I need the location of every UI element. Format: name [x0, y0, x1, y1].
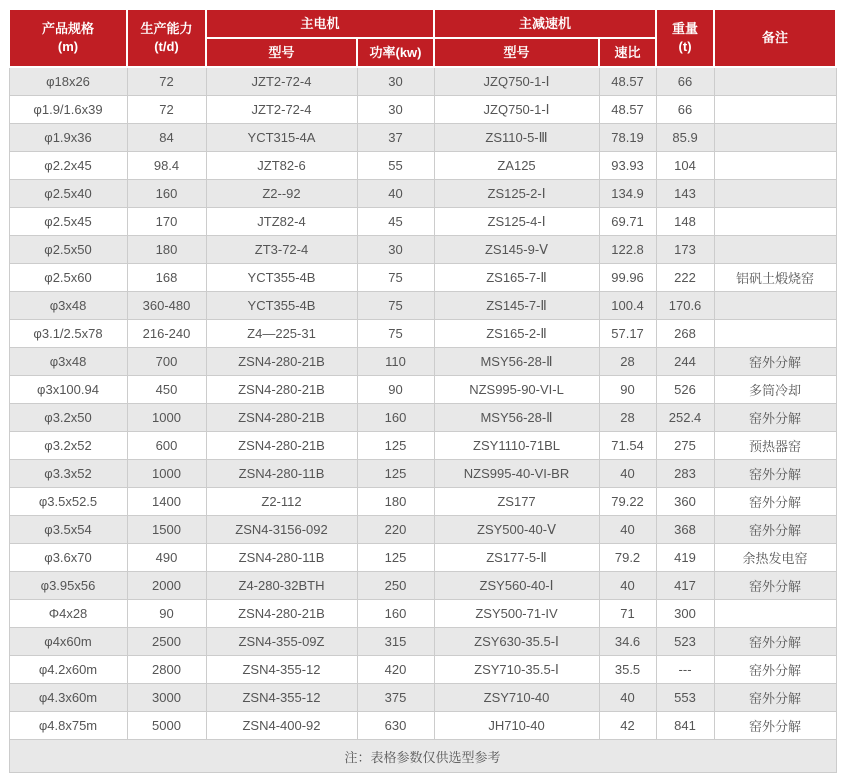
cell-capacity: 160: [127, 180, 206, 208]
cell-spec: φ3.2x52: [9, 432, 127, 460]
cell-reducer_model: ZSY500-40-Ⅴ: [434, 516, 599, 544]
cell-reducer_ratio: 122.8: [599, 236, 656, 264]
cell-weight: 252.4: [656, 404, 714, 432]
cell-remark: [714, 67, 836, 96]
cell-spec: φ4.8x75m: [9, 712, 127, 740]
cell-reducer_ratio: 48.57: [599, 96, 656, 124]
table-note: 注：表格参数仅供选型参考: [9, 740, 836, 773]
col-header-capacity-line2: (t/d): [154, 39, 179, 54]
cell-reducer_model: ZSY500-71-IV: [434, 600, 599, 628]
cell-motor_model: YCT355-4B: [206, 264, 357, 292]
cell-remark: 窑外分解: [714, 348, 836, 376]
cell-reducer_model: ZA125: [434, 152, 599, 180]
cell-reducer_ratio: 28: [599, 348, 656, 376]
cell-capacity: 180: [127, 236, 206, 264]
table-row: [9, 152, 836, 180]
cell-reducer_model: ZSY710-40: [434, 684, 599, 712]
cell-weight: 268: [656, 320, 714, 348]
cell-reducer_ratio: 71: [599, 600, 656, 628]
cell-reducer_model: MSY56-28-Ⅱ: [434, 404, 599, 432]
cell-capacity: 1000: [127, 404, 206, 432]
table-row: [9, 684, 836, 712]
cell-capacity: 490: [127, 544, 206, 572]
col-header-weight: [656, 9, 714, 67]
cell-reducer_model: JZQ750-1-Ⅰ: [434, 67, 599, 96]
cell-spec: φ3x48: [9, 292, 127, 320]
cell-spec: φ2.2x45: [9, 152, 127, 180]
cell-spec: Φ4x28: [9, 600, 127, 628]
col-header-reducer-ratio: 速比: [599, 38, 656, 67]
cell-motor_power: 55: [357, 152, 434, 180]
table-row: [9, 404, 836, 432]
cell-reducer_ratio: 40: [599, 684, 656, 712]
cell-capacity: 1000: [127, 460, 206, 488]
cell-reducer_ratio: 35.5: [599, 656, 656, 684]
col-header-product-spec-line1: 产品规格: [41, 21, 94, 37]
cell-weight: 66: [656, 96, 714, 124]
cell-spec: φ2.5x45: [9, 208, 127, 236]
table-row: [9, 516, 836, 544]
cell-reducer_model: JZQ750-1-Ⅰ: [434, 96, 599, 124]
cell-motor_power: 75: [357, 264, 434, 292]
cell-capacity: 2500: [127, 628, 206, 656]
cell-motor_model: ZSN4-280-21B: [206, 404, 357, 432]
cell-reducer_model: MSY56-28-Ⅱ: [434, 348, 599, 376]
table-row: [9, 96, 836, 124]
cell-reducer_model: ZS110-5-Ⅲ: [434, 124, 599, 152]
cell-capacity: 1500: [127, 516, 206, 544]
cell-reducer_model: ZS125-2-Ⅰ: [434, 180, 599, 208]
cell-remark: [714, 320, 836, 348]
table-row: [9, 208, 836, 236]
cell-remark: 窑外分解: [714, 628, 836, 656]
cell-capacity: 168: [127, 264, 206, 292]
cell-motor_power: 75: [357, 292, 434, 320]
cell-weight: 368: [656, 516, 714, 544]
col-header-remark: 备注: [714, 9, 836, 67]
col-header-product-spec-line2: (m): [57, 39, 79, 54]
table-row: [9, 348, 836, 376]
cell-motor_power: 30: [357, 67, 434, 96]
cell-remark: 窑外分解: [714, 488, 836, 516]
table-row: [9, 572, 836, 600]
cell-spec: φ2.5x50: [9, 236, 127, 264]
cell-reducer_ratio: 42: [599, 712, 656, 740]
col-header-product-spec: [9, 9, 127, 67]
cell-motor_model: JZT82-6: [206, 152, 357, 180]
cell-spec: φ1.9/1.6x39: [9, 96, 127, 124]
cell-weight: 275: [656, 432, 714, 460]
cell-capacity: 3000: [127, 684, 206, 712]
cell-motor_model: Z2-112: [206, 488, 357, 516]
table-row: [9, 544, 836, 572]
cell-capacity: 72: [127, 67, 206, 96]
cell-remark: [714, 152, 836, 180]
cell-motor_power: 75: [357, 320, 434, 348]
cell-reducer_model: ZSY630-35.5-Ⅰ: [434, 628, 599, 656]
cell-weight: 148: [656, 208, 714, 236]
col-header-weight-line2: (t): [678, 39, 692, 54]
cell-reducer_model: ZS145-9-Ⅴ: [434, 236, 599, 264]
cell-reducer_ratio: 40: [599, 460, 656, 488]
cell-weight: ---: [656, 656, 714, 684]
table-row: [9, 432, 836, 460]
cell-remark: 窑外分解: [714, 460, 836, 488]
cell-motor_model: ZSN4-3156-092: [206, 516, 357, 544]
cell-spec: φ3.5x52.5: [9, 488, 127, 516]
col-header-capacity-line1: 生产能力: [140, 21, 193, 37]
cell-motor_model: ZSN4-400-92: [206, 712, 357, 740]
cell-remark: 窑外分解: [714, 712, 836, 740]
cell-motor_power: 90: [357, 376, 434, 404]
cell-spec: φ18x26: [9, 67, 127, 96]
cell-motor_model: JZT2-72-4: [206, 67, 357, 96]
cell-remark: [714, 124, 836, 152]
cell-remark: 窑外分解: [714, 572, 836, 600]
cell-reducer_ratio: 48.57: [599, 67, 656, 96]
cell-motor_power: 40: [357, 180, 434, 208]
cell-motor_model: ZSN4-355-12: [206, 656, 357, 684]
cell-remark: [714, 180, 836, 208]
cell-motor_model: YCT315-4A: [206, 124, 357, 152]
cell-reducer_ratio: 90: [599, 376, 656, 404]
cell-motor_power: 110: [357, 348, 434, 376]
cell-reducer_ratio: 79.2: [599, 544, 656, 572]
cell-weight: 244: [656, 348, 714, 376]
cell-reducer_ratio: 99.96: [599, 264, 656, 292]
col-header-motor-model: 型号: [206, 38, 357, 67]
table-row: [9, 656, 836, 684]
cell-capacity: 84: [127, 124, 206, 152]
cell-motor_model: ZSN4-280-21B: [206, 600, 357, 628]
table-row: [9, 67, 836, 96]
table-row: [9, 124, 836, 152]
cell-spec: φ3.95x56: [9, 572, 127, 600]
cell-reducer_ratio: 79.22: [599, 488, 656, 516]
cell-capacity: 2800: [127, 656, 206, 684]
cell-motor_power: 125: [357, 544, 434, 572]
cell-reducer_model: ZS165-7-Ⅱ: [434, 264, 599, 292]
cell-weight: 841: [656, 712, 714, 740]
cell-motor_model: ZSN4-355-12: [206, 684, 357, 712]
cell-motor_power: 125: [357, 432, 434, 460]
cell-remark: 窑外分解: [714, 684, 836, 712]
cell-spec: φ2.5x60: [9, 264, 127, 292]
cell-weight: 85.9: [656, 124, 714, 152]
table-footer: [9, 740, 836, 773]
cell-remark: 多筒冷却: [714, 376, 836, 404]
table-row: [9, 180, 836, 208]
cell-reducer_ratio: 40: [599, 516, 656, 544]
cell-motor_power: 30: [357, 96, 434, 124]
cell-motor_model: ZSN4-280-11B: [206, 544, 357, 572]
cell-weight: 283: [656, 460, 714, 488]
cell-capacity: 72: [127, 96, 206, 124]
cell-reducer_model: ZS177-5-Ⅱ: [434, 544, 599, 572]
cell-capacity: 600: [127, 432, 206, 460]
cell-remark: [714, 600, 836, 628]
cell-reducer_model: ZS125-4-Ⅰ: [434, 208, 599, 236]
cell-spec: φ3.6x70: [9, 544, 127, 572]
cell-spec: φ3.2x50: [9, 404, 127, 432]
cell-reducer_ratio: 71.54: [599, 432, 656, 460]
table-header: [9, 9, 836, 67]
cell-remark: 窑外分解: [714, 656, 836, 684]
table-row: [9, 628, 836, 656]
col-group-main-motor: 主电机: [206, 9, 434, 38]
cell-motor_power: 125: [357, 460, 434, 488]
cell-weight: 553: [656, 684, 714, 712]
cell-motor_model: ZT3-72-4: [206, 236, 357, 264]
col-header-motor-power: 功率(kw): [357, 38, 434, 67]
cell-weight: 526: [656, 376, 714, 404]
cell-motor_model: ZSN4-280-21B: [206, 348, 357, 376]
cell-weight: 300: [656, 600, 714, 628]
cell-reducer_ratio: 78.19: [599, 124, 656, 152]
cell-remark: 预热器窑: [714, 432, 836, 460]
cell-weight: 104: [656, 152, 714, 180]
cell-motor_model: ZSN4-280-11B: [206, 460, 357, 488]
table-row: [9, 320, 836, 348]
cell-weight: 417: [656, 572, 714, 600]
cell-motor_power: 220: [357, 516, 434, 544]
cell-remark: 铝矾土煅烧窑: [714, 264, 836, 292]
cell-motor_model: ZSN4-355-09Z: [206, 628, 357, 656]
cell-motor_power: 37: [357, 124, 434, 152]
cell-remark: [714, 96, 836, 124]
table-body: [9, 67, 836, 740]
cell-motor_power: 420: [357, 656, 434, 684]
cell-motor_model: JTZ82-4: [206, 208, 357, 236]
col-header-capacity: [127, 9, 206, 67]
cell-reducer_ratio: 34.6: [599, 628, 656, 656]
table-row: [9, 264, 836, 292]
cell-reducer_ratio: 28: [599, 404, 656, 432]
cell-spec: φ3x100.94: [9, 376, 127, 404]
cell-motor_power: 30: [357, 236, 434, 264]
cell-motor_power: 160: [357, 404, 434, 432]
cell-capacity: 450: [127, 376, 206, 404]
cell-motor_power: 630: [357, 712, 434, 740]
cell-spec: φ4.3x60m: [9, 684, 127, 712]
table-row: [9, 488, 836, 516]
cell-reducer_ratio: 100.4: [599, 292, 656, 320]
cell-weight: 222: [656, 264, 714, 292]
cell-reducer_model: ZSY710-35.5-Ⅰ: [434, 656, 599, 684]
cell-reducer_model: ZS177: [434, 488, 599, 516]
col-group-main-reducer: 主减速机: [434, 9, 656, 38]
cell-reducer_model: ZSY1110-71BL: [434, 432, 599, 460]
cell-motor_power: 180: [357, 488, 434, 516]
cell-motor_model: JZT2-72-4: [206, 96, 357, 124]
cell-motor_model: Z4-280-32BTH: [206, 572, 357, 600]
cell-capacity: 5000: [127, 712, 206, 740]
table-row: [9, 600, 836, 628]
cell-motor_model: Z4—225-31: [206, 320, 357, 348]
cell-capacity: 2000: [127, 572, 206, 600]
cell-spec: φ3.3x52: [9, 460, 127, 488]
cell-spec: φ1.9x36: [9, 124, 127, 152]
cell-remark: 余热发电窑: [714, 544, 836, 572]
cell-motor_model: Z2--92: [206, 180, 357, 208]
cell-capacity: 360-480: [127, 292, 206, 320]
cell-weight: 523: [656, 628, 714, 656]
cell-motor_model: YCT355-4B: [206, 292, 357, 320]
table-row: [9, 236, 836, 264]
col-header-reducer-model: 型号: [434, 38, 599, 67]
cell-weight: 143: [656, 180, 714, 208]
cell-capacity: 90: [127, 600, 206, 628]
cell-capacity: 700: [127, 348, 206, 376]
cell-remark: 窑外分解: [714, 516, 836, 544]
cell-motor_model: ZSN4-280-21B: [206, 432, 357, 460]
cell-reducer_ratio: 134.9: [599, 180, 656, 208]
table-row: [9, 460, 836, 488]
table-row: [9, 376, 836, 404]
kiln-spec-table: [8, 8, 837, 773]
cell-weight: 173: [656, 236, 714, 264]
cell-spec: φ2.5x40: [9, 180, 127, 208]
cell-motor_power: 160: [357, 600, 434, 628]
cell-weight: 360: [656, 488, 714, 516]
table-row: [9, 292, 836, 320]
cell-reducer_model: ZSY560-40-Ⅰ: [434, 572, 599, 600]
cell-reducer_ratio: 57.17: [599, 320, 656, 348]
cell-reducer_model: NZS995-40-VI-BR: [434, 460, 599, 488]
cell-remark: [714, 236, 836, 264]
cell-motor_power: 250: [357, 572, 434, 600]
cell-weight: 66: [656, 67, 714, 96]
cell-capacity: 216-240: [127, 320, 206, 348]
table-row: [9, 712, 836, 740]
cell-reducer_ratio: 40: [599, 572, 656, 600]
cell-motor_power: 315: [357, 628, 434, 656]
cell-spec: φ4x60m: [9, 628, 127, 656]
cell-capacity: 170: [127, 208, 206, 236]
cell-spec: φ3x48: [9, 348, 127, 376]
cell-capacity: 1400: [127, 488, 206, 516]
cell-reducer_ratio: 93.93: [599, 152, 656, 180]
cell-weight: 419: [656, 544, 714, 572]
cell-reducer_model: JH710-40: [434, 712, 599, 740]
cell-motor_power: 45: [357, 208, 434, 236]
cell-remark: [714, 292, 836, 320]
cell-capacity: 98.4: [127, 152, 206, 180]
cell-reducer_model: ZS165-2-Ⅱ: [434, 320, 599, 348]
cell-remark: [714, 208, 836, 236]
cell-spec: φ4.2x60m: [9, 656, 127, 684]
cell-reducer_model: ZS145-7-Ⅱ: [434, 292, 599, 320]
col-header-weight-line1: 重量: [672, 21, 699, 37]
cell-reducer_ratio: 69.71: [599, 208, 656, 236]
cell-weight: 170.6: [656, 292, 714, 320]
cell-spec: φ3.5x54: [9, 516, 127, 544]
cell-spec: φ3.1/2.5x78: [9, 320, 127, 348]
cell-motor_power: 375: [357, 684, 434, 712]
cell-motor_model: ZSN4-280-21B: [206, 376, 357, 404]
cell-remark: 窑外分解: [714, 404, 836, 432]
cell-reducer_model: NZS995-90-VI-L: [434, 376, 599, 404]
